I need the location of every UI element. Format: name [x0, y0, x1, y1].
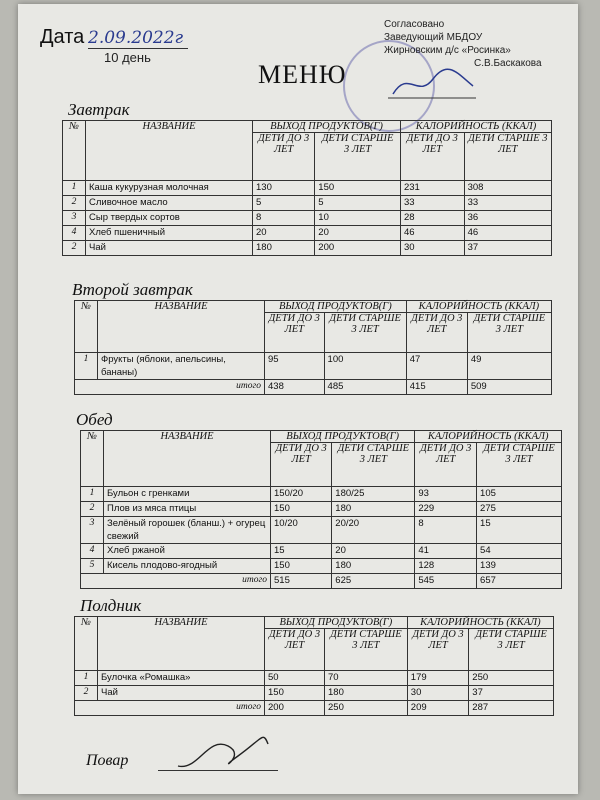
row-number: 4 [81, 544, 104, 559]
output-under3: 10/20 [271, 517, 332, 544]
col-over3: ДЕТИ СТАРШЕ 3 ЛЕТ [324, 313, 406, 353]
col-under3: ДЕТИ ДО 3 ЛЕТ [407, 629, 468, 671]
row-number: 3 [81, 517, 104, 544]
table-row [63, 211, 552, 226]
output-under3: 20 [253, 226, 315, 241]
dish-name: Чай [98, 686, 265, 701]
total-row [75, 380, 552, 395]
output-over3: 10 [315, 211, 401, 226]
calories-under3: 28 [400, 211, 464, 226]
total-spacer [75, 380, 98, 395]
row-number: 2 [75, 686, 98, 701]
calories-under3: 229 [415, 502, 477, 517]
table-row [81, 517, 562, 544]
col-over3: ДЕТИ СТАРШЕ 3 ЛЕТ [325, 629, 408, 671]
total-output-over3: 625 [332, 574, 415, 589]
col-over3: ДЕТИ СТАРШЕ 3 ЛЕТ [477, 443, 562, 487]
approval-block [384, 18, 542, 70]
col-under3: ДЕТИ ДО 3 ЛЕТ [253, 133, 315, 181]
date-label: Дата [40, 26, 85, 48]
dish-name: Чай [86, 241, 253, 256]
col-name: НАЗВАНИЕ [98, 301, 265, 353]
approval-line: Согласовано [384, 19, 445, 30]
output-under3: 150 [265, 686, 325, 701]
calories-under3: 47 [406, 353, 467, 380]
col-num: № [75, 617, 98, 671]
col-calories: КАЛОРИЙНОСТЬ (ККАЛ) [407, 617, 553, 629]
table-row [75, 686, 554, 701]
output-over3: 180 [332, 502, 415, 517]
total-output-under3: 200 [265, 701, 325, 716]
col-calories: КАЛОРИЙНОСТЬ (ККАЛ) [415, 431, 562, 443]
row-number: 1 [63, 181, 86, 196]
director-signature [388, 64, 478, 104]
page-title: МЕНЮ [258, 60, 347, 89]
calories-over3: 46 [464, 226, 551, 241]
output-over3: 200 [315, 241, 401, 256]
output-under3: 50 [265, 671, 325, 686]
row-number: 5 [81, 559, 104, 574]
table-row [63, 196, 552, 211]
col-name: НАЗВАНИЕ [98, 617, 265, 671]
total-label: итого [104, 574, 271, 589]
table-row [63, 226, 552, 241]
section-title-second-breakfast: Второй завтрак [72, 280, 193, 299]
calories-over3: 54 [477, 544, 562, 559]
total-calories-over3: 287 [469, 701, 554, 716]
cook-label: Повар [86, 752, 129, 769]
calories-over3: 105 [477, 487, 562, 502]
lunch-table [80, 430, 562, 589]
approval-line: Жирновским д/с «Росинка» [384, 45, 511, 56]
cook-signature [168, 726, 278, 776]
calories-under3: 41 [415, 544, 477, 559]
calories-under3: 33 [400, 196, 464, 211]
col-under3: ДЕТИ ДО 3 ЛЕТ [265, 629, 325, 671]
total-calories-under3: 209 [407, 701, 468, 716]
dish-name: Бульон с гренками [104, 487, 271, 502]
col-name: НАЗВАНИЕ [86, 121, 253, 181]
total-row [81, 574, 562, 589]
table-row [75, 671, 554, 686]
total-spacer [81, 574, 104, 589]
total-calories-over3: 509 [467, 380, 551, 395]
col-output: ВЫХОД ПРОДУКТОВ(Г) [265, 301, 407, 313]
approval-line: С.В.Баскакова [474, 58, 542, 69]
row-number: 1 [81, 487, 104, 502]
total-label: итого [98, 701, 265, 716]
col-output: ВЫХОД ПРОДУКТОВ(Г) [253, 121, 401, 133]
menu-sheet [18, 4, 578, 794]
calories-over3: 250 [469, 671, 554, 686]
dish-name: Булочка «Ромашка» [98, 671, 265, 686]
approval-line: Заведующий МБДОУ [384, 32, 483, 43]
calories-over3: 139 [477, 559, 562, 574]
total-calories-under3: 545 [415, 574, 477, 589]
col-over3: ДЕТИ СТАРШЕ 3 ЛЕТ [332, 443, 415, 487]
calories-under3: 8 [415, 517, 477, 544]
section-title-snack: Полдник [80, 596, 142, 615]
total-calories-under3: 415 [406, 380, 467, 395]
section-title-breakfast: Завтрак [68, 100, 130, 119]
row-number: 1 [75, 353, 98, 380]
output-under3: 5 [253, 196, 315, 211]
row-number: 2 [81, 502, 104, 517]
calories-over3: 275 [477, 502, 562, 517]
output-under3: 180 [253, 241, 315, 256]
output-over3: 20 [315, 226, 401, 241]
output-under3: 150/20 [271, 487, 332, 502]
calories-over3: 37 [464, 241, 551, 256]
col-output: ВЫХОД ПРОДУКТОВ(Г) [265, 617, 408, 629]
table-row [75, 353, 552, 380]
output-over3: 180/25 [332, 487, 415, 502]
output-over3: 70 [325, 671, 408, 686]
output-over3: 5 [315, 196, 401, 211]
calories-under3: 30 [407, 686, 468, 701]
col-over3: ДЕТИ СТАРШЕ 3 ЛЕТ [464, 133, 551, 181]
row-number: 1 [75, 671, 98, 686]
calories-under3: 93 [415, 487, 477, 502]
output-under3: 8 [253, 211, 315, 226]
col-under3: ДЕТИ ДО 3 ЛЕТ [400, 133, 464, 181]
section-title-lunch: Обед [76, 410, 113, 429]
dish-name: Сыр твердых сортов [86, 211, 253, 226]
col-under3: ДЕТИ ДО 3 ЛЕТ [415, 443, 477, 487]
breakfast-table [62, 120, 552, 256]
calories-over3: 49 [467, 353, 551, 380]
day-number: 10 день [104, 50, 151, 65]
calories-under3: 30 [400, 241, 464, 256]
calories-under3: 46 [400, 226, 464, 241]
table-row [63, 241, 552, 256]
calories-under3: 231 [400, 181, 464, 196]
table-row [81, 544, 562, 559]
total-row [75, 701, 554, 716]
total-calories-over3: 657 [477, 574, 562, 589]
row-number: 2 [63, 241, 86, 256]
total-spacer [75, 701, 98, 716]
table-row [81, 502, 562, 517]
calories-over3: 37 [469, 686, 554, 701]
output-over3: 20/20 [332, 517, 415, 544]
output-under3: 130 [253, 181, 315, 196]
col-num: № [81, 431, 104, 487]
total-output-under3: 515 [271, 574, 332, 589]
date-value: 2.09.2022г [88, 28, 188, 49]
col-name: НАЗВАНИЕ [104, 431, 271, 487]
total-output-over3: 250 [325, 701, 408, 716]
col-over3: ДЕТИ СТАРШЕ 3 ЛЕТ [315, 133, 401, 181]
col-under3: ДЕТИ ДО 3 ЛЕТ [271, 443, 332, 487]
calories-under3: 179 [407, 671, 468, 686]
col-num: № [63, 121, 86, 181]
output-under3: 150 [271, 502, 332, 517]
output-under3: 150 [271, 559, 332, 574]
col-num: № [75, 301, 98, 353]
total-label: итого [98, 380, 265, 395]
dish-name: Сливочное масло [86, 196, 253, 211]
col-under3: ДЕТИ ДО 3 ЛЕТ [406, 313, 467, 353]
output-over3: 100 [324, 353, 406, 380]
calories-over3: 33 [464, 196, 551, 211]
col-output: ВЫХОД ПРОДУКТОВ(Г) [271, 431, 415, 443]
table-row [63, 181, 552, 196]
col-under3: ДЕТИ ДО 3 ЛЕТ [265, 313, 325, 353]
col-calories: КАЛОРИЙНОСТЬ (ККАЛ) [400, 121, 551, 133]
row-number: 3 [63, 211, 86, 226]
output-over3: 180 [325, 686, 408, 701]
output-over3: 150 [315, 181, 401, 196]
table-row [81, 559, 562, 574]
dish-name: Плов из мяса птицы [104, 502, 271, 517]
calories-over3: 36 [464, 211, 551, 226]
table-row [81, 487, 562, 502]
output-over3: 180 [332, 559, 415, 574]
calories-under3: 128 [415, 559, 477, 574]
dish-name: Кисель плодово-ягодный [104, 559, 271, 574]
dish-name: Хлеб пшеничный [86, 226, 253, 241]
row-number: 2 [63, 196, 86, 211]
second-breakfast-table [74, 300, 552, 395]
total-output-under3: 438 [265, 380, 325, 395]
snack-table [74, 616, 554, 716]
output-under3: 15 [271, 544, 332, 559]
dish-name: Хлеб ржаной [104, 544, 271, 559]
calories-over3: 308 [464, 181, 551, 196]
calories-over3: 15 [477, 517, 562, 544]
dish-name: Фрукты (яблоки, апельсины, бананы) [98, 353, 265, 380]
col-over3: ДЕТИ СТАРШЕ 3 ЛЕТ [467, 313, 551, 353]
row-number: 4 [63, 226, 86, 241]
output-under3: 95 [265, 353, 325, 380]
total-output-over3: 485 [324, 380, 406, 395]
dish-name: Зелёный горошек (бланш.) + огурец свежий [104, 517, 271, 544]
col-calories: КАЛОРИЙНОСТЬ (ККАЛ) [406, 301, 551, 313]
col-over3: ДЕТИ СТАРШЕ 3 ЛЕТ [469, 629, 554, 671]
output-over3: 20 [332, 544, 415, 559]
dish-name: Каша кукурузная молочная [86, 181, 253, 196]
